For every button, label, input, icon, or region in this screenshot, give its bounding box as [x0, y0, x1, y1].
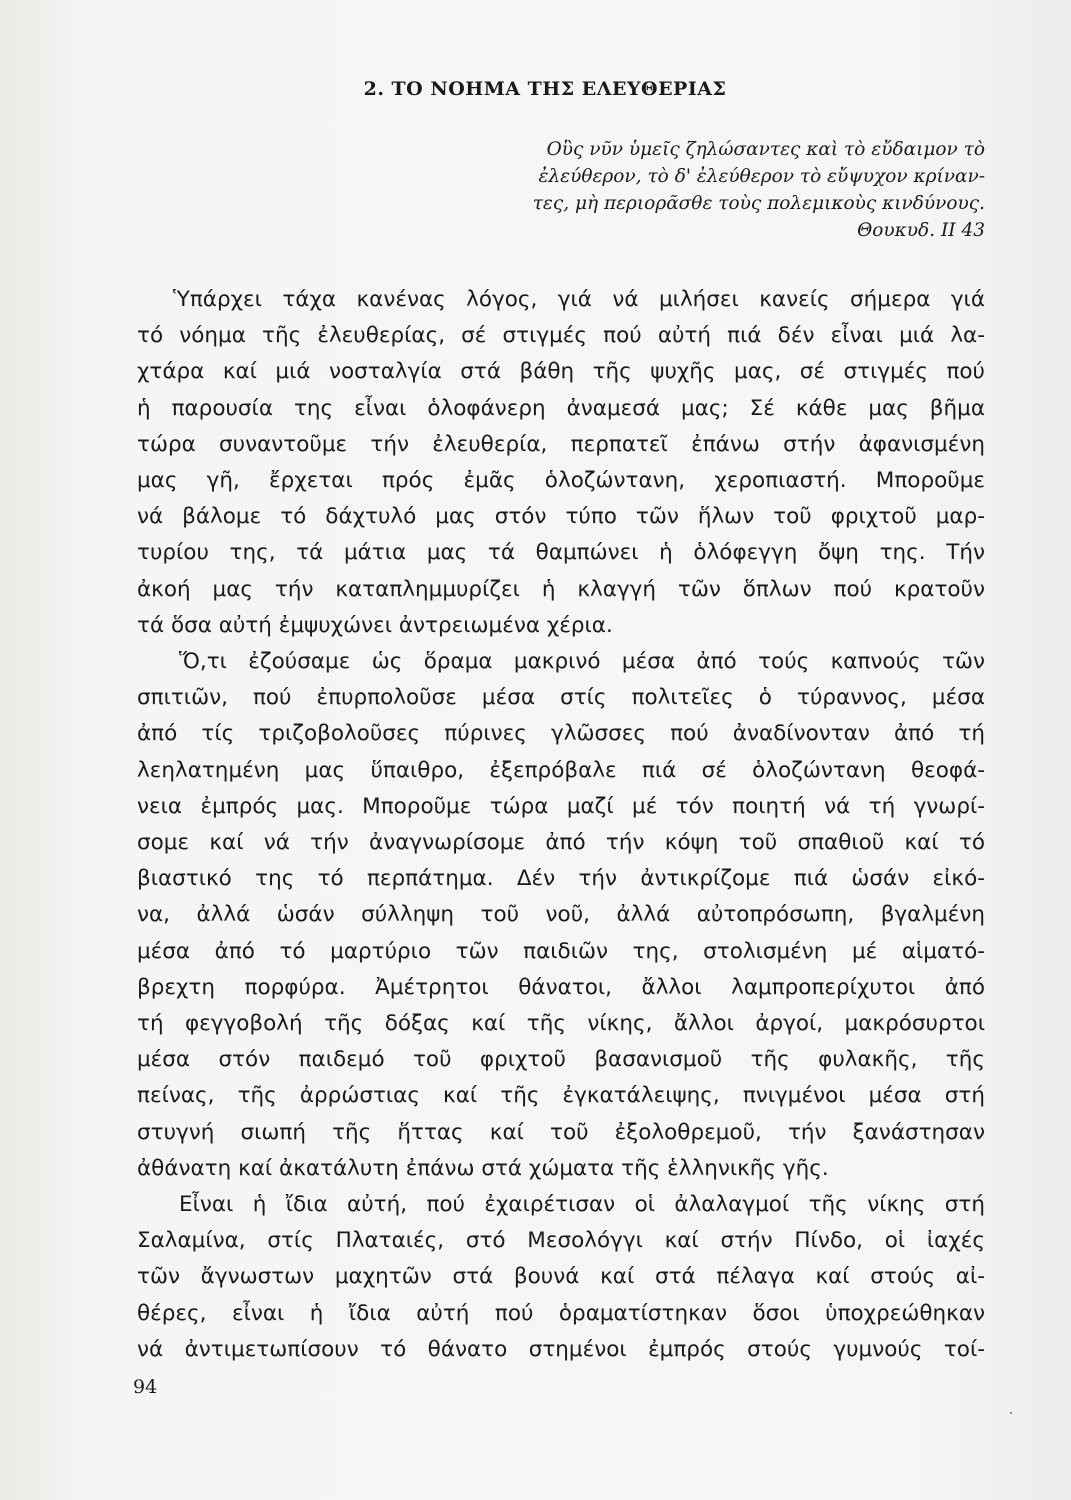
text-line: νά βάλομε τό δάχτυλό μας στόν τύπο τῶν ἥλων τοῦ φριχτοῦ μαρ- — [137, 504, 985, 530]
text-line: βιαστικό της τό περπάτημα. Δέν τήν ἀντικρίζομε πιά ὡσάν εἰκό- — [137, 866, 985, 892]
text-line: να, ἀλλά ὡσάν σύλληψη τοῦ νοῦ, ἀλλά αὐτοπρόσωπη, βγαλμένη — [137, 902, 985, 928]
text-line: σπιτιῶν, πού ἐπυρπολοῦσε μέσα στίς πολιτεῖες ὁ τύραννος, μέσα — [137, 685, 985, 711]
epigraph-line: τες, μὴ περιορᾶσθε τοὺς πολεμικοὺς κινδύνους. — [532, 193, 985, 214]
chapter-title: 2. ΤΟ ΝΟΗΜΑ ΤΗΣ ΕΛΕΥΘΕΡΙΑΣ — [363, 78, 727, 100]
text-line: Εἶναι ἡ ἴδια αὐτή, πού ἐχαιρέτισαν οἱ ἀλαλαγμοί τῆς νίκης στή — [179, 1192, 985, 1218]
text-line: μέσα στόν παιδεμό τοῦ φριχτοῦ βασανισμοῦ τῆς φυλακῆς, τῆς — [137, 1047, 985, 1073]
epigraph-source: Θουκυδ. ΙΙ 43 — [857, 220, 985, 241]
text-line: στυγνή σιωπή τῆς ἥττας καί τοῦ ἐξολοθρεμοῦ, τήν ξανάστησαν — [137, 1119, 985, 1145]
text-line: χτάρα καί μιά νοσταλγία στά βάθη τῆς ψυχῆς μας, σέ στιγμές πού — [137, 359, 985, 385]
page-number: 94 — [133, 1376, 158, 1398]
paragraph-3 — [137, 1187, 985, 1368]
text-line: λεηλατημένη μας ὕπαιθρο, ἐξεπρόβαλε πιά σέ ὁλοζώντανη θεοφά- — [137, 757, 985, 783]
text-line: τώρα συναντοῦμε τήν ἐλευθερία, περπατεῖ ἐπάνω στήν ἀφανισμένη — [137, 431, 985, 457]
text-line: ἀπό τίς τριζοβολοῦσες πύρινες γλῶσσες πού ἀναδίνονταν ἀπό τή — [137, 721, 985, 747]
paragraph-1 — [137, 282, 985, 644]
text-line: μέσα ἀπό τό μαρτύριο τῶν παιδιῶν της, στολισμένη μέ αἱματό- — [137, 938, 985, 964]
text-line: νεια ἐμπρός μας. Μποροῦμε τώρα μαζί μέ τόν ποιητή νά τή γνωρί- — [137, 793, 985, 819]
text-line: Ὑπάρχει τάχα κανένας λόγος, γιά νά μιλήσει κανείς σήμερα γιά — [173, 287, 985, 312]
paper-speck — [1010, 1412, 1012, 1414]
epigraph-line: ἐλεύθερον, τὸ δ' ἐλεύθερον τὸ εὔψυχον κρίναν- — [538, 166, 985, 187]
text-line: νά ἀντιμετωπίσουν τό θάνατο στημένοι ἐμπρός στούς γυμνούς τοί- — [137, 1336, 985, 1362]
text-line: Ὅ,τι ἐζούσαμε ὡς ὅραμα μακρινό μέσα ἀπό τούς καπνούς τῶν — [179, 649, 985, 675]
epigraph — [490, 136, 985, 244]
text-line: τή φεγγοβολή τῆς δόξας καί τῆς νίκης, ἄλλοι ἀργοί, μακρόσυρτοι — [137, 1011, 985, 1037]
text-line: ἀθάνατη καί ἀκατάλυτη ἐπάνω στά χώματα τῆς ἑλληνικῆς γῆς. — [137, 1155, 829, 1181]
text-line: σομε καί νά τήν ἀναγνωρίσομε ἀπό τήν κόψη τοῦ σπαθιοῦ καί τό — [137, 830, 985, 856]
text-line: τῶν ἄγνωστων μαχητῶν στά βουνά καί στά πέλαγα καί στούς αἰ- — [137, 1264, 985, 1290]
text-line: Σαλαμίνα, στίς Πλαταιές, στό Μεσολόγγι καί στήν Πίνδο, οἱ ἰαχές — [137, 1228, 985, 1254]
epigraph-line: Οὓς νῦν ὑμεῖς ζηλώσαντες καὶ τὸ εὔδαιμον τὸ — [546, 139, 985, 160]
paragraph-2 — [137, 644, 985, 1187]
text-line: ἡ παρουσία της εἶναι ὁλοφάνερη ἀναμεσά μας; Σέ κάθε μας βῆμα — [137, 395, 985, 421]
text-line: βρεχτη πορφύρα. Ἀμέτρητοι θάνατοι, ἄλλοι λαμπροπερίχυτοι ἀπό — [137, 974, 985, 1000]
text-line: μας γῆ, ἔρχεται πρός ἐμᾶς ὁλοζώντανη, χεροπιαστή. Μποροῦμε — [137, 468, 985, 494]
text-line: τό νόημα τῆς ἐλευθερίας, σέ στιγμές πού αὐτή πιά δέν εἶναι μιά λα- — [137, 323, 985, 349]
text-line: θέρες, εἶναι ἡ ἴδια αὐτή πού ὁραματίστηκαν ὅσοι ὑποχρεώθηκαν — [137, 1300, 985, 1326]
text-line: πείνας, τῆς ἀρρώστιας καί τῆς ἐγκατάλειψης, πνιγμένοι μέσα στή — [137, 1083, 985, 1109]
text-line: τά ὅσα αὐτή ἐμψυχώνει ἀντρειωμένα χέρια. — [137, 612, 613, 638]
text-line: τυρίου της, τά μάτια μας τά θαμπώνει ἡ ὁλόφεγγη ὄψη της. Τήν — [137, 540, 985, 566]
body-text — [137, 282, 985, 1368]
text-line: ἀκοή μας τήν καταπλημμυρίζει ἡ κλαγγή τῶν ὅπλων πού κρατοῦν — [137, 576, 985, 602]
